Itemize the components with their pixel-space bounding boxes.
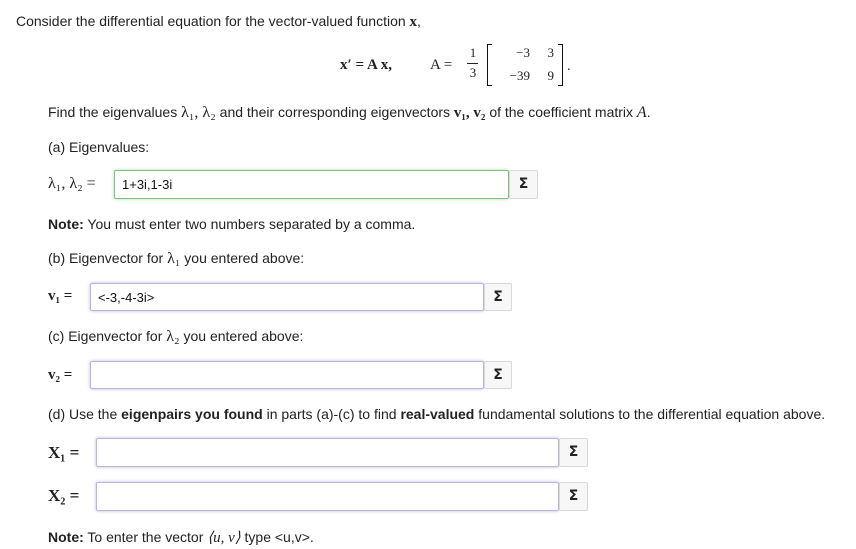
matrix-cell-12: 3 xyxy=(547,45,554,60)
sigma-equation-editor-icon[interactable]: Σ xyxy=(509,170,538,199)
fraction-bar xyxy=(467,63,478,64)
sigma-equation-editor-icon[interactable]: Σ xyxy=(484,361,512,389)
x1-label: X₁ = xyxy=(48,443,80,462)
part-a-heading: (a) Eigenvalues: xyxy=(48,139,150,155)
equation-lhs: x′ = A x, xyxy=(340,57,392,73)
v1-label: v₁ = xyxy=(48,288,73,304)
v1-input[interactable] xyxy=(90,283,484,311)
matrix-label: A = xyxy=(430,57,453,73)
matrix-cell-11: −3 xyxy=(516,45,530,60)
note-vector-format: Note: To enter the vector ⟨u, v⟩ type <u,v>. xyxy=(48,529,314,546)
matrix-left-bracket xyxy=(487,44,492,86)
v2-input[interactable] xyxy=(90,361,484,389)
x1-input[interactable] xyxy=(96,438,559,467)
part-d-heading: (d) Use the eigenpairs you found in parts (a)-(c) to find real-valued fundamental solutions to the differential equation above. xyxy=(48,406,826,422)
matrix-cell-22: 9 xyxy=(547,68,554,83)
eigenvalues-label: λ₁, λ₂ = xyxy=(48,175,96,192)
find-instructions: Find the eigenvalues λ₁, λ₂ and their corresponding eigenvectors v₁, v₂ of the coefficient matrix A. xyxy=(48,104,651,121)
x2-label: X₂ = xyxy=(48,486,80,505)
part-b-heading: (b) Eigenvector for λ₁ you entered above: xyxy=(48,250,305,267)
v2-label: v₂ = xyxy=(48,367,73,383)
sigma-equation-editor-icon[interactable]: Σ xyxy=(484,283,512,311)
matrix-right-bracket xyxy=(558,44,563,86)
x2-input[interactable] xyxy=(96,482,559,511)
part-c-heading: (c) Eigenvector for λ₂ you entered above: xyxy=(48,328,304,345)
sigma-equation-editor-icon[interactable]: Σ xyxy=(559,482,588,511)
fraction-numerator: 1 xyxy=(469,45,477,60)
sigma-equation-editor-icon[interactable]: Σ xyxy=(559,438,588,467)
intro-text: Consider the differential equation for the vector-valued function x, xyxy=(16,13,421,30)
matrix-cell-21: −39 xyxy=(509,68,530,83)
eigenvalues-input[interactable] xyxy=(114,170,509,199)
equation-period: . xyxy=(567,59,571,74)
fraction-denominator: 3 xyxy=(469,65,477,80)
note-eigenvalues: Note: You must enter two numbers separated by a comma. xyxy=(48,216,416,232)
